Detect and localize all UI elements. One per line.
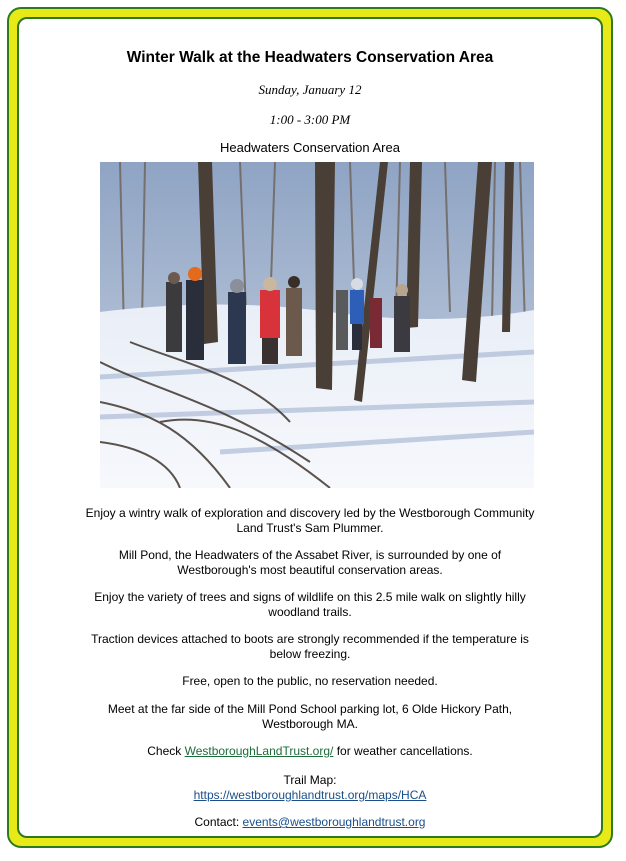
trail-map-link[interactable]: https://westboroughlandtrust.org/maps/HCA: [193, 788, 427, 802]
photo-illustration: [100, 162, 534, 488]
event-venue: Headwaters Conservation Area: [220, 140, 400, 155]
mill-pond-paragraph: Mill Pond, the Headwaters of the Assabet River, is surrounded by one of Westborough's most beautiful conservation areas.: [118, 548, 502, 577]
winter-walk-photo: [100, 162, 534, 488]
flyer-content: [19, 19, 601, 836]
land-trust-link[interactable]: WestboroughLandTrust.org/: [184, 744, 334, 758]
weather-suffix: for weather cancellations.: [333, 744, 473, 758]
event-date: Sunday, January 12: [258, 82, 362, 97]
free-paragraph: Free, open to the public, no reservation needed.: [182, 674, 438, 688]
event-title: Winter Walk at the Headwaters Conservation Area: [126, 49, 494, 66]
flyer-panel: [17, 17, 603, 838]
weather-line: [79, 744, 541, 759]
contact-email-link[interactable]: events@westboroughlandtrust.org: [242, 815, 426, 829]
contact-label: Contact:: [194, 815, 243, 829]
meeting-paragraph: Meet at the far side of the Mill Pond School parking lot, 6 Olde Hickory Path, Westborough MA.: [107, 702, 513, 731]
traction-paragraph: Traction devices attached to boots are strongly recommended if the temperature is below freezing.: [91, 632, 529, 661]
outer-frame: [7, 7, 613, 848]
weather-prefix: Check: [147, 744, 185, 758]
trees-paragraph: Enjoy the variety of trees and signs of wildlife on this 2.5 mile walk on slightly hilly woodland trails.: [94, 590, 526, 619]
trail-map-label: Trail Map:: [283, 773, 337, 787]
intro-paragraph: Enjoy a wintry walk of exploration and discovery led by the Westborough Community Land Trust's Sam Plummer.: [85, 506, 535, 535]
trail-map-line: [79, 788, 541, 803]
event-time: 1:00 - 3:00 PM: [269, 112, 351, 127]
contact-line: [79, 815, 541, 830]
